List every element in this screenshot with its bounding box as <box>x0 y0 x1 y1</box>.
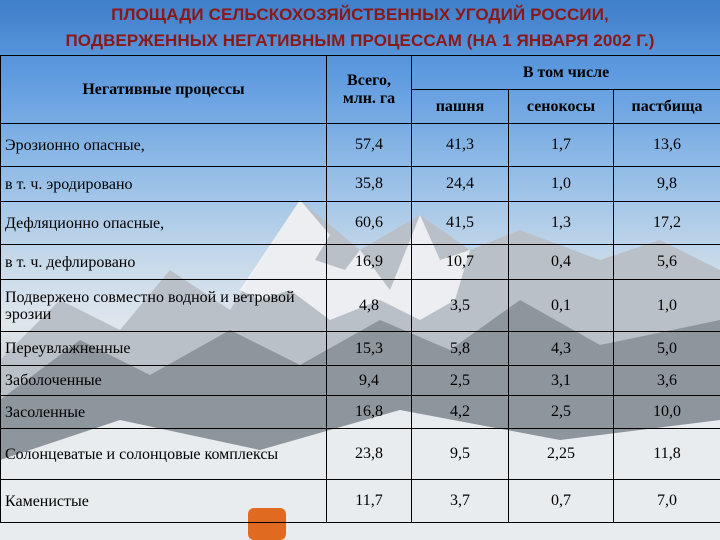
cell-hay: 3,1 <box>509 366 614 396</box>
cell-pasture: 13,6 <box>614 124 720 167</box>
cell-arable: 41,5 <box>412 202 509 245</box>
cell-arable: 2,5 <box>412 366 509 396</box>
row-label: Подвержено совместно водной и ветровой эрозии <box>1 280 327 332</box>
cell-total: 16,8 <box>327 396 412 429</box>
cell-total: 35,8 <box>327 167 412 202</box>
row-label: Эрозионно опасные, <box>1 124 327 167</box>
header-pasture: пастбища <box>614 90 720 124</box>
cell-hay: 2,5 <box>509 396 614 429</box>
cell-pasture: 17,2 <box>614 202 720 245</box>
cell-total: 23,8 <box>327 429 412 480</box>
cell-total: 57,4 <box>327 124 412 167</box>
header-hay: сенокосы <box>509 90 614 124</box>
cell-pasture: 10,0 <box>614 396 720 429</box>
cell-pasture: 3,6 <box>614 366 720 396</box>
cell-arable: 10,7 <box>412 245 509 280</box>
cell-total: 60,6 <box>327 202 412 245</box>
row-label: Солонцеватые и солонцовые комплексы <box>1 429 327 480</box>
table-row <box>1 366 720 396</box>
cell-total: 16,9 <box>327 245 412 280</box>
cell-hay: 4,3 <box>509 332 614 366</box>
row-label: Каменистые <box>1 480 327 523</box>
cell-pasture: 7,0 <box>614 480 720 523</box>
cell-total: 4,8 <box>327 280 412 332</box>
title-line-2: ПОДВЕРЖЕННЫХ НЕГАТИВНЫМ ПРОЦЕССАМ (НА 1 ЯНВАРЯ 2002 Г.) <box>65 31 655 50</box>
table-row <box>1 429 720 480</box>
table-row <box>1 245 720 280</box>
table-row <box>1 167 720 202</box>
table-row <box>1 202 720 245</box>
header-process: Негативные процессы <box>1 56 327 124</box>
table-row <box>1 280 720 332</box>
row-label: в т. ч. эродировано <box>1 167 327 202</box>
table-row <box>1 396 720 429</box>
cell-hay: 1,7 <box>509 124 614 167</box>
cell-pasture: 1,0 <box>614 280 720 332</box>
table-row <box>1 480 720 523</box>
cell-hay: 0,7 <box>509 480 614 523</box>
cell-arable: 9,5 <box>412 429 509 480</box>
cell-pasture: 5,0 <box>614 332 720 366</box>
cell-hay: 0,4 <box>509 245 614 280</box>
cell-pasture: 5,6 <box>614 245 720 280</box>
degradation-table <box>0 55 720 523</box>
cell-hay: 1,0 <box>509 167 614 202</box>
cell-hay: 2,25 <box>509 429 614 480</box>
header-including: В том числе <box>412 56 720 90</box>
cell-pasture: 11,8 <box>614 429 720 480</box>
cell-arable: 3,7 <box>412 480 509 523</box>
row-label: Засоленные <box>1 396 327 429</box>
title-line-1: ПЛОЩАДИ СЕЛЬСКОХОЗЯЙСТВЕННЫХ УГОДИЙ РОССИИ, <box>111 5 609 24</box>
cell-hay: 0,1 <box>509 280 614 332</box>
cell-total: 11,7 <box>327 480 412 523</box>
cell-arable: 4,2 <box>412 396 509 429</box>
cell-total: 15,3 <box>327 332 412 366</box>
cell-pasture: 9,8 <box>614 167 720 202</box>
table-row <box>1 332 720 366</box>
row-label: Заболоченные <box>1 366 327 396</box>
cell-arable: 41,3 <box>412 124 509 167</box>
header-arable: пашня <box>412 90 509 124</box>
cell-total: 9,4 <box>327 366 412 396</box>
row-label: Дефляционно опасные, <box>1 202 327 245</box>
table-row <box>1 124 720 167</box>
cell-arable: 24,4 <box>412 167 509 202</box>
row-label: в т. ч. дефлировано <box>1 245 327 280</box>
header-total: Всего, млн. га <box>327 56 412 124</box>
page-title <box>0 2 720 54</box>
cell-arable: 5,8 <box>412 332 509 366</box>
row-label: Переувлажненные <box>1 332 327 366</box>
cell-hay: 1,3 <box>509 202 614 245</box>
cell-arable: 3,5 <box>412 280 509 332</box>
